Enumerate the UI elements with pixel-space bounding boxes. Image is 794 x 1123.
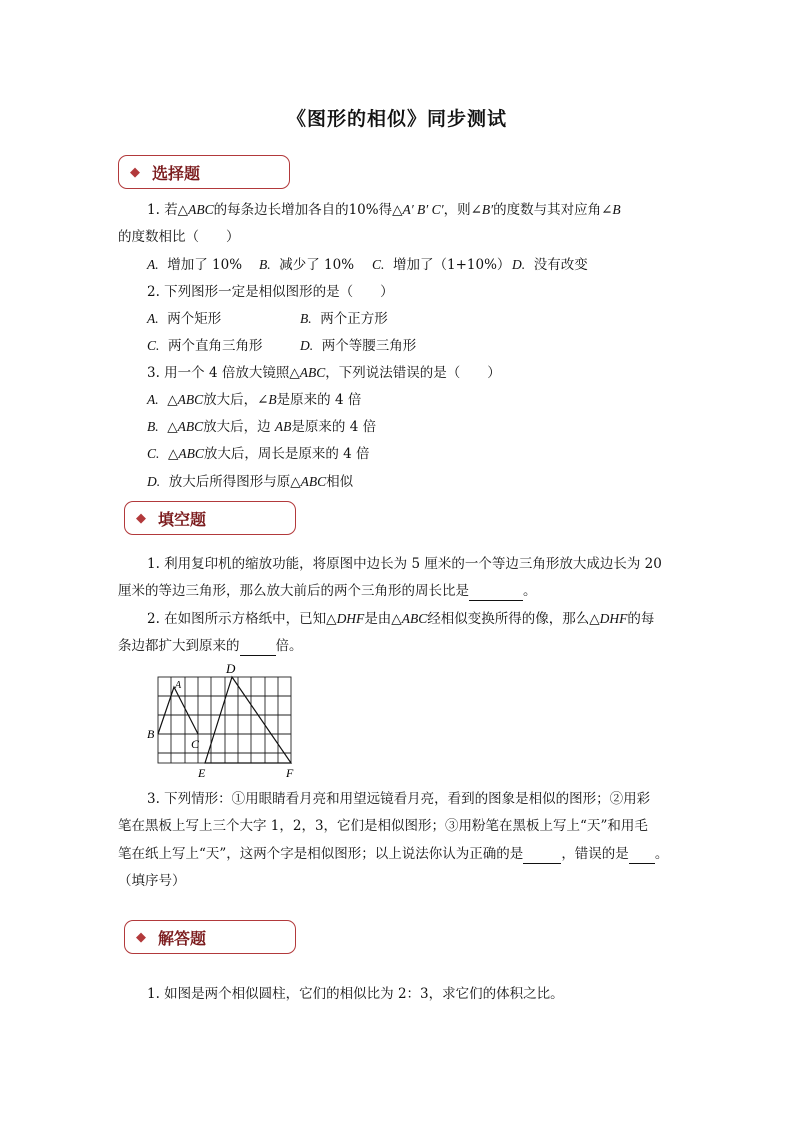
label-d: D <box>226 661 236 676</box>
answer-blank[interactable] <box>240 641 276 656</box>
fill-q1-line1: 1. 利用复印机的缩放功能，将原图中边长为 5 厘米的一个等边三角形放大成边长为 20 <box>147 556 662 572</box>
section-header-fill <box>124 501 302 535</box>
diamond-icon: ◆ <box>136 930 146 945</box>
fill-q3-line4: （填序号） <box>118 873 186 889</box>
fill-q1-line2: 厘米的等边三角形，那么放大前后的两个三角形的周长比是 。 <box>118 583 537 599</box>
answer-blank[interactable] <box>629 849 655 864</box>
choice-q2-option-d: D. 两个等腰三角形 <box>300 338 417 354</box>
choice-q3-option-d: D. 放大后所得图形与原△ABC相似 <box>147 474 354 490</box>
label-e: E <box>198 766 206 780</box>
fill-q3-line1: 3. 下列情形：①用眼睛看月亮和用望远镜看月亮，看到的图象是相似的图形；②用彩 <box>147 791 651 807</box>
choice-q1-option-d: D. 没有改变 <box>512 257 588 273</box>
triangle-abc <box>158 687 198 734</box>
label-b: B <box>147 727 155 741</box>
choice-q1-option-b: B. 减少了 10% <box>259 257 355 273</box>
answer-q1: 1. 如图是两个相似圆柱，它们的相似比为 2：3，求它们的体积之比。 <box>147 986 564 1002</box>
section-header-answer <box>124 920 302 954</box>
answer-blank[interactable] <box>523 849 561 864</box>
diamond-icon: ◆ <box>136 511 146 526</box>
label-f: F <box>286 766 294 780</box>
choice-q1-line1: 1. 若△ABC的每条边长增加各自的10%得△A′ B′ C′，则∠B′的度数与其对应角∠B <box>147 202 621 218</box>
choice-q3-stem: 3. 用一个 4 倍放大镜照△ABC，下列说法错误的是（ ） <box>147 365 501 381</box>
section-label-choice: 选择题 <box>152 164 201 183</box>
fill-q2-line1: 2. 在如图所示方格纸中，已知△DHF是由△ABC经相似变换所得的像，那么△DHF的每 <box>147 611 655 627</box>
choice-q2-option-a: A. 两个矩形 <box>147 311 222 327</box>
diamond-icon: ◆ <box>130 165 140 180</box>
choice-q2-option-b: B. 两个正方形 <box>300 311 388 327</box>
choice-q1-line2: 的度数相比（ ） <box>118 229 240 245</box>
choice-q1-option-a: A. 增加了 10% <box>147 257 243 273</box>
choice-q3-option-a: A. △ABC放大后，∠B是原来的 4 倍 <box>147 392 362 408</box>
section-label-answer: 解答题 <box>158 929 207 948</box>
fill-q3-line2: 笔在黑板上写上三个大字 1，2，3，它们是相似图形；③用粉笔在黑板上写上“天”和用毛 <box>118 818 648 834</box>
label-c: C <box>191 737 200 751</box>
choice-q1-option-c: C. 增加了（1+10%） <box>372 257 511 273</box>
choice-q2-option-c: C. 两个直角三角形 <box>147 338 263 354</box>
choice-q2-stem: 2. 下列图形一定是相似图形的是（ ） <box>147 284 394 300</box>
answer-blank[interactable] <box>469 586 523 601</box>
label-a: A <box>175 680 182 691</box>
page-title: 《图形的相似》同步测试 <box>286 108 507 130</box>
fill-q2-line2: 条边都扩大到原来的 倍。 <box>118 638 303 654</box>
fill-q3-line3: 笔在纸上写上“天”，这两个字是相似图形；以上说法你认为正确的是 ，错误的是 。 <box>118 846 669 862</box>
choice-q3-option-c: C. △ABC放大后，周长是原来的 4 倍 <box>147 446 370 462</box>
section-label-fill: 填空题 <box>158 510 207 529</box>
choice-q3-option-b: B. △ABC放大后，边 AB是原来的 4 倍 <box>147 419 377 435</box>
section-header-choice <box>118 155 296 189</box>
grid-figure <box>140 660 310 785</box>
